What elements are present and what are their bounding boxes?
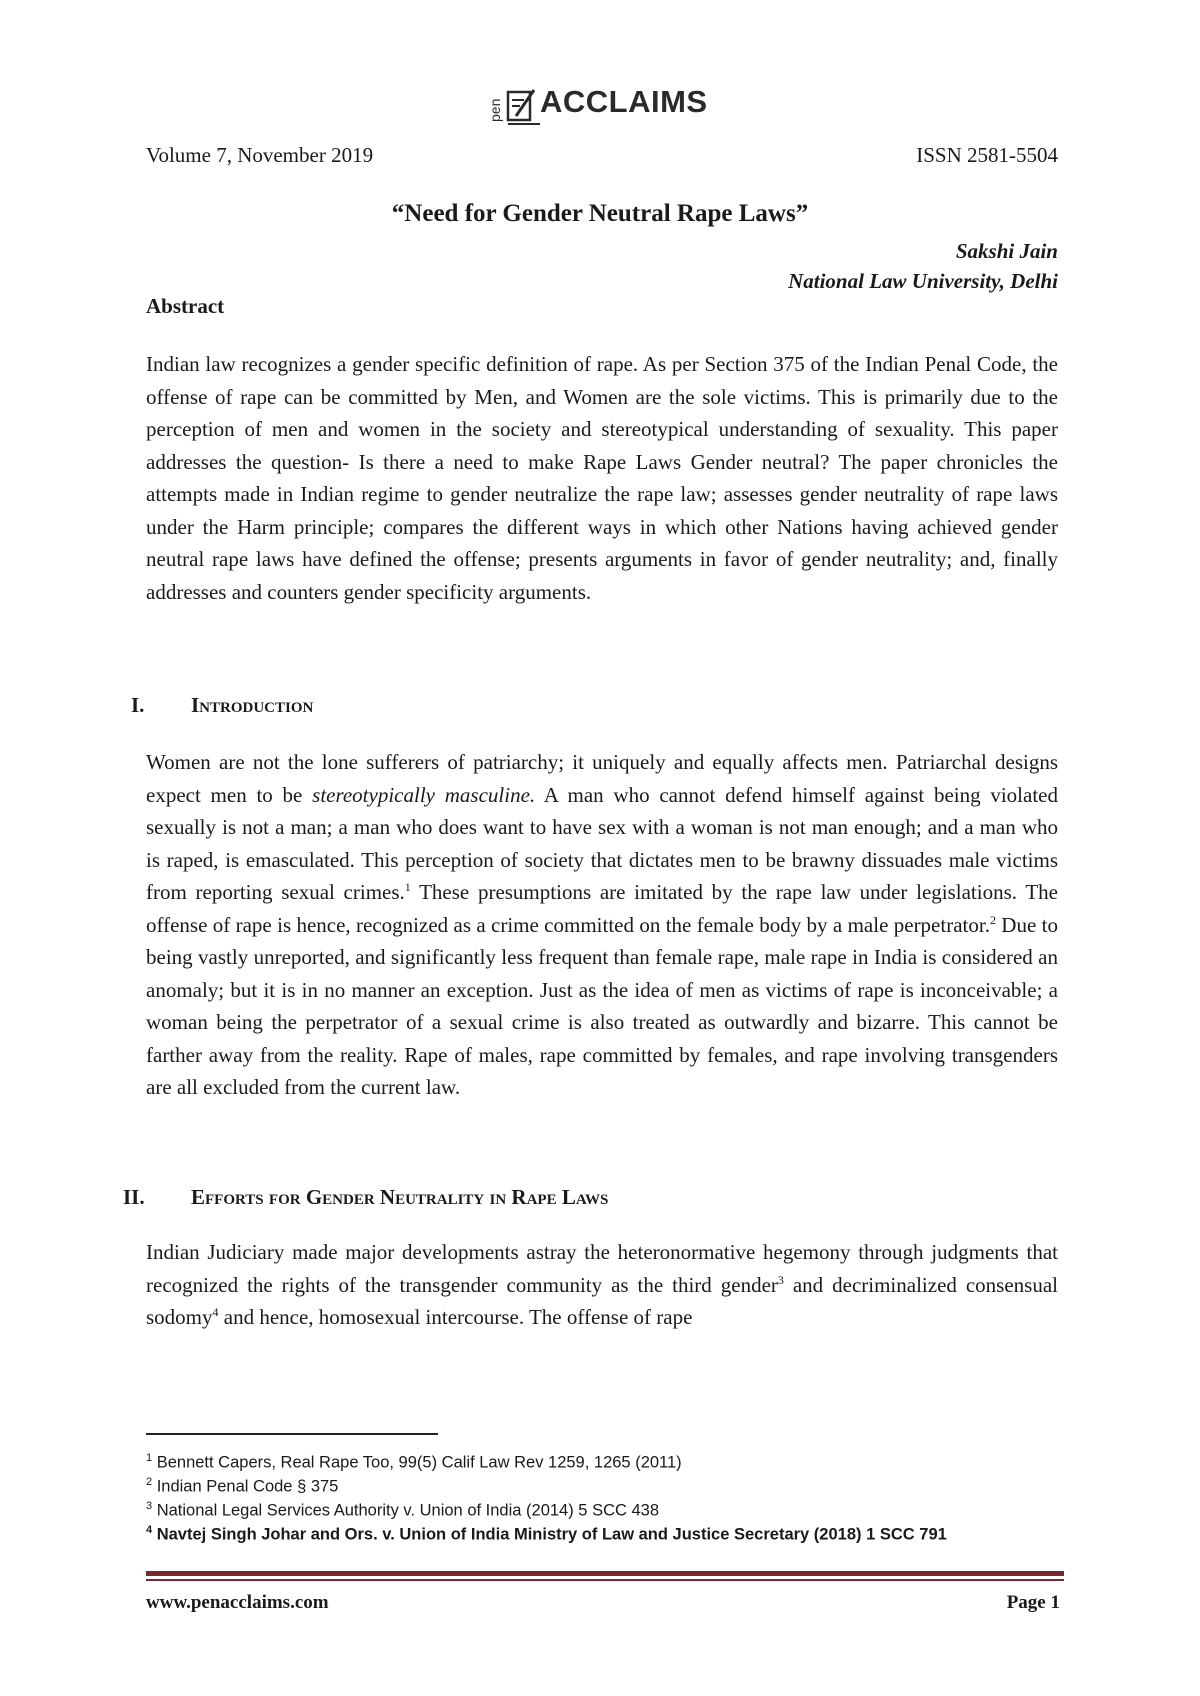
footnote-divider [146, 1433, 438, 1435]
section-title: Efforts for Gender Neutrality in Rape Laws [191, 1185, 609, 1209]
intro-text-c: These presumptions are imitated by the rape law under legislations. The offense of rape is hence, recognized as a crime committed on the female body by a male perpetrator. [146, 880, 1058, 937]
footnote-4 [146, 1519, 947, 1546]
footer-rule-thin [146, 1579, 1064, 1581]
footnote-number: 3 [146, 1500, 153, 1512]
footnote-text: National Legal Services Authority v. Union of India (2014) 5 SCC 438 [152, 1501, 660, 1520]
section-heading-efforts [123, 1185, 823, 1215]
author-block [788, 236, 1058, 296]
efforts-paragraph [146, 1236, 1058, 1334]
footnote-ref-3[interactable]: 3 [777, 1272, 784, 1287]
intro-text-b: A man who cannot defend himself against being violated sexually is not a man; a man who does want to have sex with a woman is not man enough; and a man who is raped, is emasculated. This perception of society that dictates men to be brawny dissuades male victims from reporting sexual crimes. [146, 782, 1058, 904]
intro-text-a: Women are not the lone sufferers of patriarchy; it uniquely and equally affects men. Patriarchal designs expect men to be [146, 750, 1058, 807]
abstract-text: Indian law recognizes a gender specific definition of rape. As per Section 375 of the Indian Penal Code, the offense of rape can be committed by Men, and Women are the sole victims. This is primarily due to the perception of men and women in the society and stereotypical understanding of sexuality. This paper addresses the question- Is there a need to make Rape Laws Gender neutral? The paper chronicles the attempts made in Indian regime to gender neutralize the rape law; assesses gender neutrality of rape laws under the Harm principle; compares the different ways in which other Nations having achieved gender neutral rape laws have defined the offense; presents arguments in favor of gender neutrality; and, finally addresses and counters gender specificity arguments. [146, 352, 1058, 604]
pen-notepad-icon [487, 82, 540, 128]
efforts-text-a: Indian Judiciary made major developments astray the heteronormative hegemony through judgments that recognized the rights of the transgender community as the third gender [146, 1240, 1058, 1297]
footnote-ref-1[interactable]: 1 [404, 880, 411, 894]
footnote-number: 1 [146, 1452, 153, 1464]
section-number: I. [131, 693, 145, 717]
footnote-3 [146, 1495, 659, 1522]
footnote-text: Navtej Singh Johar and Ors. v. Union of India Ministry of Law and Justice Secretary (2018) 1 SCC 791 [152, 1525, 947, 1544]
footnote-ref-4[interactable]: 4 [212, 1305, 219, 1319]
logo-prefix-text: pen [487, 98, 503, 122]
footnote-text: Indian Penal Code § 375 [152, 1477, 339, 1496]
footnote-text: Bennett Capers, Real Rape Too, 99(5) Calif Law Rev 1259, 1265 (2011) [152, 1453, 682, 1472]
author-name: Sakshi Jain [955, 239, 1058, 263]
introduction-paragraph [146, 746, 1058, 1104]
abstract-heading: Abstract [146, 294, 225, 318]
footnote-1 [146, 1447, 682, 1474]
page-number: Page 1 [1006, 1592, 1060, 1613]
author-affiliation: National Law University, Delhi [788, 269, 1058, 293]
journal-logo [487, 82, 708, 128]
intro-text-d: Due to being vastly unreported, and significantly less frequent than female rape, male rape in India is considered an anomaly; but it is in no manner an exception. Just as the idea of men as victims of rape is inconceivable; a woman being the perpetrator of a sexual crime is also treated as outwardly and bizarre. This cannot be farther away from the reality. Rape of males, rape committed by females, and rape involving transgenders are all excluded from the current law. [146, 912, 1058, 1099]
footnote-number: 2 [146, 1476, 153, 1488]
efforts-text-b: and decriminalized consensual sodomy [146, 1272, 1058, 1329]
footer-rule-thick [146, 1571, 1064, 1576]
paper-title: “Need for Gender Neutral Rape Laws” [391, 200, 809, 227]
issn-info: ISSN 2581-5504 [916, 143, 1058, 167]
intro-emphasis: stereotypically masculine. [312, 782, 536, 807]
section-heading-introduction [131, 693, 631, 723]
footer-website-link[interactable]: www.penacclaims.com [146, 1592, 329, 1613]
logo-brand-text: ACCLAIMS [540, 84, 708, 119]
volume-info: Volume 7, November 2019 [146, 143, 374, 167]
footnote-ref-2[interactable]: 2 [989, 912, 996, 927]
section-number: II. [123, 1185, 145, 1209]
footnote-number: 4 [146, 1524, 153, 1536]
section-title: Introduction [191, 693, 314, 717]
footnote-2 [146, 1471, 338, 1498]
efforts-text-c: and hence, homosexual intercourse. The offense of rape [218, 1305, 693, 1329]
